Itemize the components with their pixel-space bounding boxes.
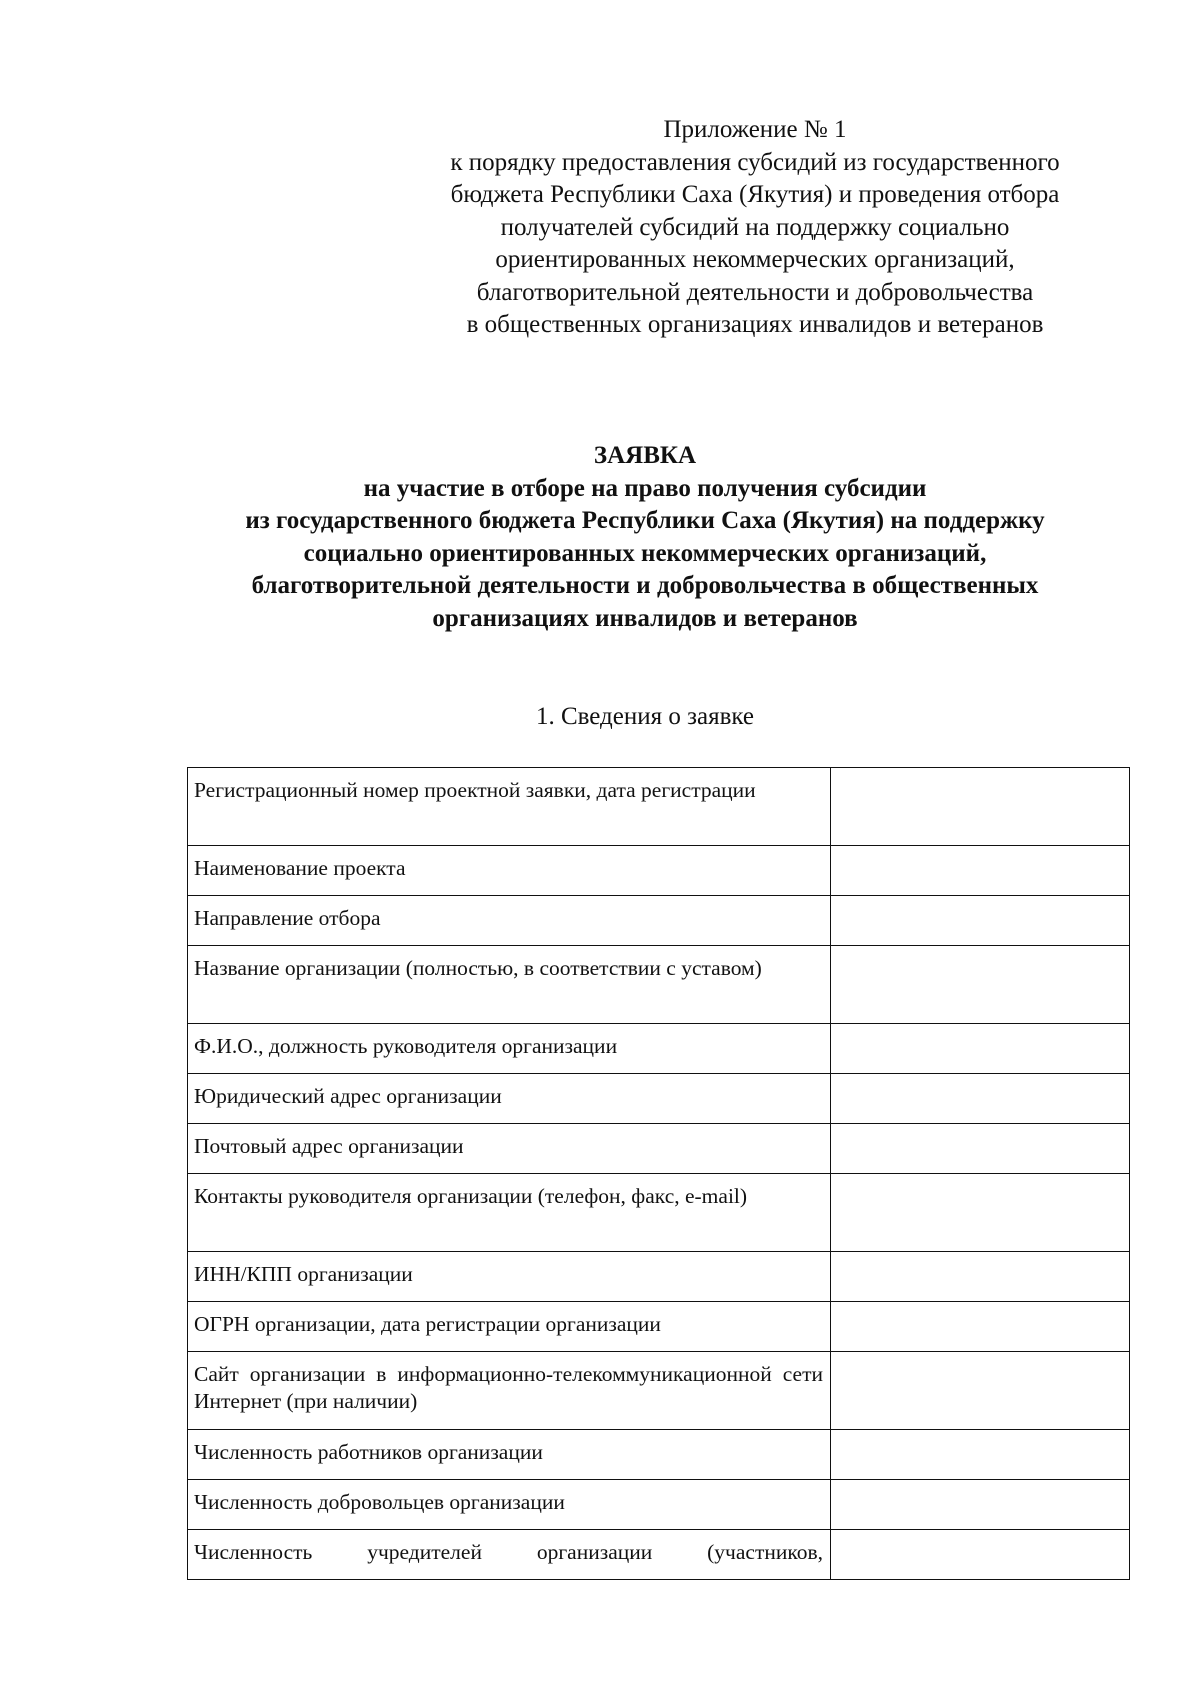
row-label-cell (188, 1480, 831, 1530)
row-label: Ф.И.О., должность руководителя организации (194, 1034, 618, 1058)
table-row (188, 896, 1130, 946)
row-label-cell (188, 846, 831, 896)
table-row (188, 1352, 1130, 1430)
table-row (188, 1480, 1130, 1530)
row-label-cell (188, 1252, 831, 1302)
appendix-line: получателей субсидий на поддержку социально (500, 213, 1010, 241)
table-row (188, 1430, 1130, 1480)
row-label-cell (188, 896, 831, 946)
title-line: социально ориентированных некоммерческих организаций, (303, 539, 987, 567)
row-label-cell (188, 1074, 831, 1124)
row-value-cell[interactable] (831, 846, 1130, 896)
row-value-cell[interactable] (831, 1430, 1130, 1480)
row-label-cell (188, 768, 831, 846)
application-info-table (187, 767, 1130, 1580)
row-value-cell[interactable] (831, 768, 1130, 846)
row-label-cell (188, 1024, 831, 1074)
row-value-cell[interactable] (831, 1074, 1130, 1124)
row-label-cell (188, 1302, 831, 1352)
section-heading: 1. Сведения о заявке (535, 703, 755, 730)
row-label-cell (188, 946, 831, 1024)
row-value-cell[interactable] (831, 896, 1130, 946)
row-label: Наименование проекта (194, 856, 406, 880)
row-value-cell[interactable] (831, 1530, 1130, 1580)
row-label-cell (188, 1530, 831, 1580)
row-value-cell[interactable] (831, 1174, 1130, 1252)
table-row (188, 1252, 1130, 1302)
table-row (188, 1124, 1130, 1174)
appendix-header (400, 114, 1110, 342)
table-row (188, 846, 1130, 896)
table-row (188, 1024, 1130, 1074)
row-value-cell[interactable] (831, 1302, 1130, 1352)
table-row (188, 768, 1130, 846)
row-label: ОГРН организации, дата регистрации организации (194, 1312, 661, 1336)
appendix-line: Приложение № 1 (663, 116, 847, 143)
row-label: Регистрационный номер проектной заявки, дата регистрации (194, 778, 756, 802)
title-line: организациях инвалидов и ветеранов (432, 604, 858, 632)
row-value-cell[interactable] (831, 1480, 1130, 1530)
row-value-cell[interactable] (831, 1352, 1130, 1430)
appendix-line: бюджета Республики Саха (Якутия) и проведения отбора (450, 181, 1060, 208)
row-label-cell (188, 1352, 831, 1430)
appendix-line: в общественных организациях инвалидов и ветеранов (466, 311, 1044, 338)
row-label: Юридический адрес организации (194, 1084, 502, 1108)
row-label: Сайт организации в информационно-телекоммуникационной сети Интернет (при наличии) (194, 1362, 823, 1413)
row-label-cell (188, 1430, 831, 1480)
appendix-line: ориентированных некоммерческих организаций, (495, 246, 1015, 273)
appendix-line: благотворительной деятельности и добровольчества (476, 278, 1034, 306)
table-row (188, 1174, 1130, 1252)
title-line: из государственного бюджета Республики Саха (Якутия) на поддержку (245, 507, 1045, 534)
title-heading: ЗАЯВКА (593, 442, 697, 469)
row-label: Название организации (полностью, в соответствии с уставом) (194, 956, 762, 980)
document-title (120, 440, 1170, 635)
row-label: Численность добровольцев организации (194, 1490, 565, 1514)
row-label: Численность работников организации (194, 1440, 543, 1464)
row-label-cell (188, 1174, 831, 1252)
row-value-cell[interactable] (831, 1024, 1130, 1074)
row-label: Направление отбора (194, 906, 381, 930)
row-label: ИНН/КПП организации (194, 1262, 413, 1286)
row-value-cell[interactable] (831, 1124, 1130, 1174)
row-label: Численность учредителей организации (участников, (194, 1540, 823, 1564)
table-row (188, 946, 1130, 1024)
row-label-cell (188, 1124, 831, 1174)
row-label: Почтовый адрес организации (194, 1134, 464, 1158)
appendix-line: к порядку предоставления субсидий из государственного (450, 148, 1060, 176)
table-row (188, 1302, 1130, 1352)
row-value-cell[interactable] (831, 946, 1130, 1024)
row-label: Контакты руководителя организации (телефон, факс, e-mail) (194, 1184, 748, 1208)
title-line: на участие в отборе на право получения субсидии (363, 474, 927, 502)
title-line: благотворительной деятельности и добровольчества в общественных (251, 572, 1039, 599)
table-row (188, 1074, 1130, 1124)
table-row (188, 1530, 1130, 1580)
row-value-cell[interactable] (831, 1252, 1130, 1302)
